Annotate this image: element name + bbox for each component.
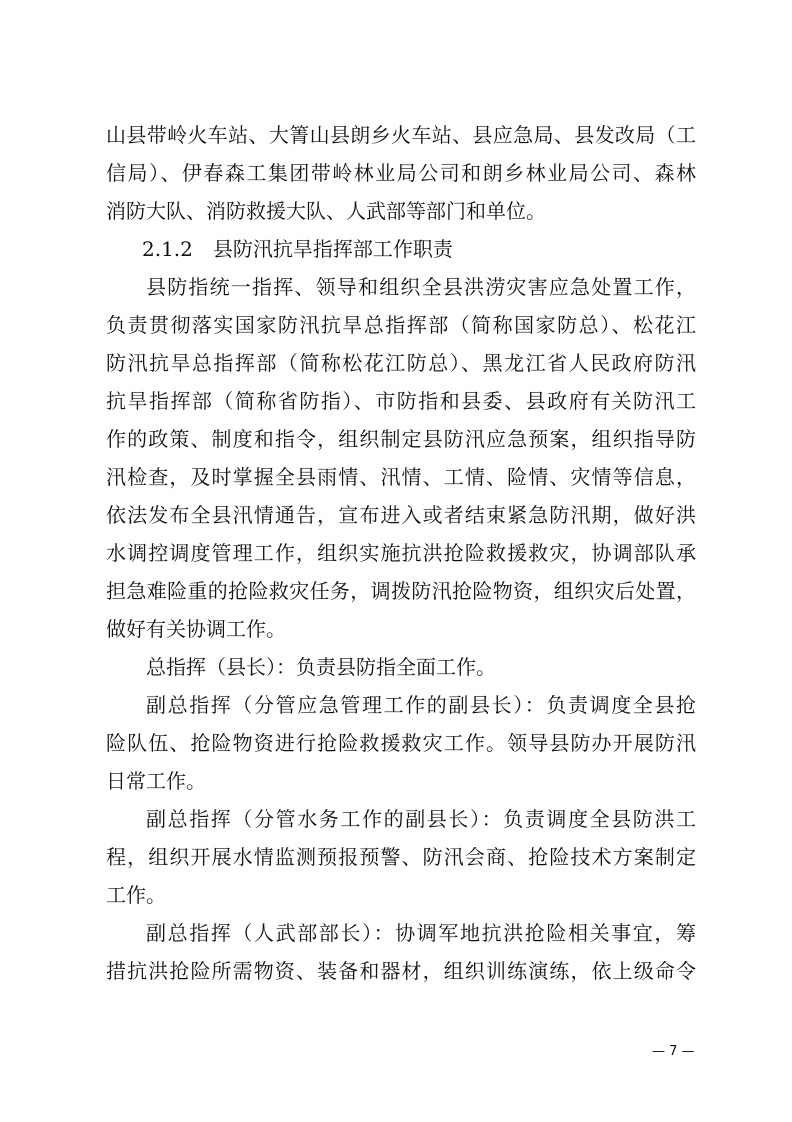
text-line: 作的政策、制度和指令，组织制定县防汛应急预案，组织指导防: [106, 427, 696, 451]
text-line: 依法发布全县汛情通告，宣布进入或者结束紧急防汛期，做好洪: [106, 503, 696, 527]
paragraph-first-line: 副总指挥（分管应急管理工作的副县长）：负责调度全县抢: [146, 693, 696, 717]
section-heading: 2.1.2 县防汛抗旱指挥部工作职责: [142, 237, 453, 261]
text-line: 程，组织开展水情监测预报预警、防汛会商、抢险技术方案制定: [106, 845, 696, 869]
text-line: 日常工作。: [106, 769, 206, 793]
text-line: 措抗洪抢险所需物资、装备和器材，组织训练演练，依上级命令: [106, 959, 696, 983]
text-line: 防汛抗旱总指挥部（简称松花江防总）、黑龙江省人民政府防汛: [106, 351, 696, 375]
text-line: 险队伍、抢险物资进行抢险救援救灾工作。领导县防办开展防汛: [106, 731, 696, 755]
text-line: 担急难险重的抢险救灾任务，调拨防汛抢险物资，组织灾后处置，: [106, 579, 696, 603]
text-line: 消防大队、消防救援大队、人武部等部门和单位。: [106, 199, 546, 223]
text-line: 抗旱指挥部（简称省防指）、市防指和县委、县政府有关防汛工: [106, 389, 696, 413]
text-line: 汛检查，及时掌握全县雨情、汛情、工情、险情、灾情等信息，: [106, 465, 696, 489]
document-body: [106, 116, 696, 990]
page-number: — 7 —: [652, 1044, 695, 1059]
paragraph-first-line: 县防指统一指挥、领导和组织全县洪涝灾害应急处置工作，: [146, 275, 696, 299]
text-line: 水调控调度管理工作，组织实施抗洪抢险救援救灾，协调部队承: [106, 541, 696, 565]
paragraph-first-line: 副总指挥（人武部部长）：协调军地抗洪抢险相关事宜，筹: [146, 921, 696, 945]
text-line: 负责贯彻落实国家防汛抗旱总指挥部（简称国家防总）、松花江: [106, 313, 696, 337]
text-line: 山县带岭火车站、大箐山县朗乡火车站、县应急局、县发改局（工: [106, 123, 696, 147]
text-line: 工作。: [106, 883, 166, 907]
text-line: 做好有关协调工作。: [106, 617, 286, 641]
paragraph-first-line: 副总指挥（分管水务工作的副县长）：负责调度全县防洪工: [146, 807, 696, 831]
text-line: 信局）、伊春森工集团带岭林业局公司和朗乡林业局公司、森林: [106, 161, 696, 185]
paragraph-first-line: 总指挥（县长）：负责县防指全面工作。: [146, 655, 496, 679]
